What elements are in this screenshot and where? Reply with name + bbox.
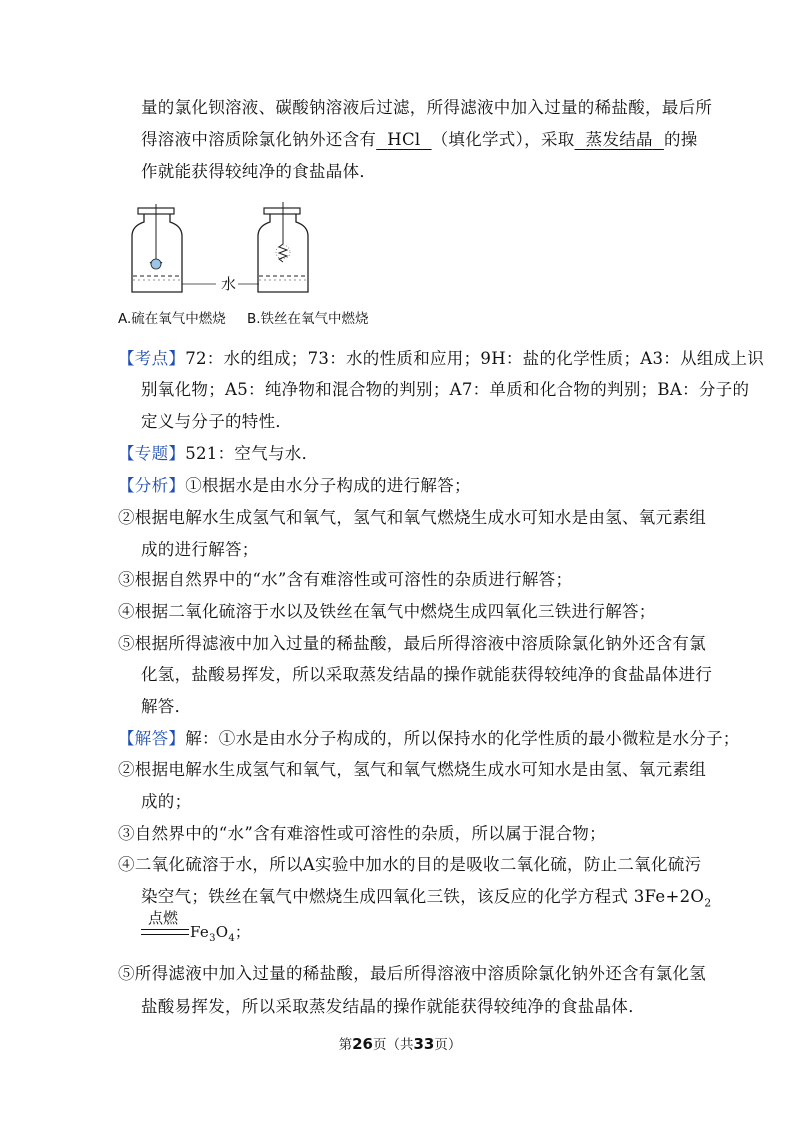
reaction-product: $Fe_3O_4$；	[190, 923, 251, 944]
figure-caption-b: B.铁丝在氧气中燃烧	[247, 311, 369, 327]
text-line: ⑤所得滤液中加入过量的稀盐酸，最后所得溶液中溶质除氯化钠外还含有氯化氢	[118, 964, 706, 983]
text-line: 成的进行解答；	[141, 540, 259, 559]
text-line: ②根据电解水生成氢气和氧气，氢气和氧气燃烧生成水可知水是由氢、氧元素组	[118, 760, 706, 779]
text-line: ④二氧化硫溶于水，所以A实验中加水的目的是吸收二氧化硫，防止二氧化硫污	[118, 855, 702, 874]
text-line: ③根据自然界中的“水”含有难溶性或可溶性的杂质进行解答；	[118, 570, 573, 589]
text-line: 化氢，盐酸易挥发，所以采取蒸发结晶的操作就能获得较纯净的食盐晶体进行	[141, 665, 713, 684]
text-line: 得溶液中溶质除氯化钠外还含有 HCl （填化学式），采取 蒸发结晶 的操	[141, 130, 698, 149]
jieda-tag: 【解答】	[118, 729, 186, 748]
equation-equals-line	[141, 929, 189, 935]
text-line: ③自然界中的“水”含有难溶性或可溶性的杂质，所以属于混合物；	[118, 824, 606, 843]
text-line: ④根据二氧化硫溶于水以及铁丝在氧气中燃烧生成四氧化三铁进行解答；	[118, 602, 656, 621]
text-line: 解答．	[141, 697, 192, 716]
text-line: 盐酸易挥发，所以采取蒸发结晶的操作就能获得较纯净的食盐晶体．	[141, 997, 645, 1016]
text-line: 作就能获得较纯净的食盐晶体．	[141, 162, 377, 181]
figure-caption-a: A.硫在氧气中燃烧	[118, 311, 226, 327]
page-number: 26	[352, 1035, 373, 1053]
text-line: ②根据电解水生成氢气和氧气，氢气和氧气燃烧生成水可知水是由氢、氧元素组	[118, 508, 706, 527]
text-line: ⑤根据所得滤液中加入过量的稀盐酸，最后所得溶液中溶质除氯化钠外还含有氯	[118, 634, 706, 653]
equation-line: 染空气；铁丝在氧气中燃烧生成四氧化三铁，该反应的化学方程式 $3Fe+2O_2$	[141, 887, 712, 910]
page-footer: 第26页（共33页）	[338, 1035, 462, 1053]
zhuanti-line: 【专题】521：空气与水．	[118, 444, 319, 463]
water-label: 水	[221, 275, 237, 293]
answer-blank-2: 蒸发结晶	[585, 130, 653, 149]
bottle-a-icon	[132, 204, 182, 292]
kaodian-line: 【考点】72：水的组成；73：水的性质和应用；9H：盐的化学性质；A3：从组成上识	[118, 349, 765, 368]
reaction-condition: 点燃	[148, 909, 179, 927]
kaodian-tag: 【考点】	[118, 349, 186, 368]
jieda-line: 【解答】解：①水是由水分子构成的，所以保持水的化学性质的最小微粒是水分子；	[118, 729, 740, 748]
fenxi-tag: 【分析】	[118, 476, 186, 495]
bottle-b-icon	[258, 202, 308, 292]
text-line: 成的；	[141, 792, 192, 811]
fenxi-line: 【分析】①根据水是由水分子构成的进行解答；	[118, 476, 471, 495]
text-line: 定义与分子的特性．	[141, 412, 293, 431]
page-total: 33	[413, 1035, 435, 1053]
answer-blank-1: HCl	[387, 130, 421, 149]
text-line: 量的氯化钡溶液、碳酸钠溶液后过滤，所得滤液中加入过量的稀盐酸，最后所	[141, 98, 713, 117]
zhuanti-tag: 【专题】	[118, 444, 186, 463]
text-line: 别氧化物；A5：纯净物和混合物的判别；A7：单质和化合物的判别；BA：分子的	[141, 380, 750, 399]
